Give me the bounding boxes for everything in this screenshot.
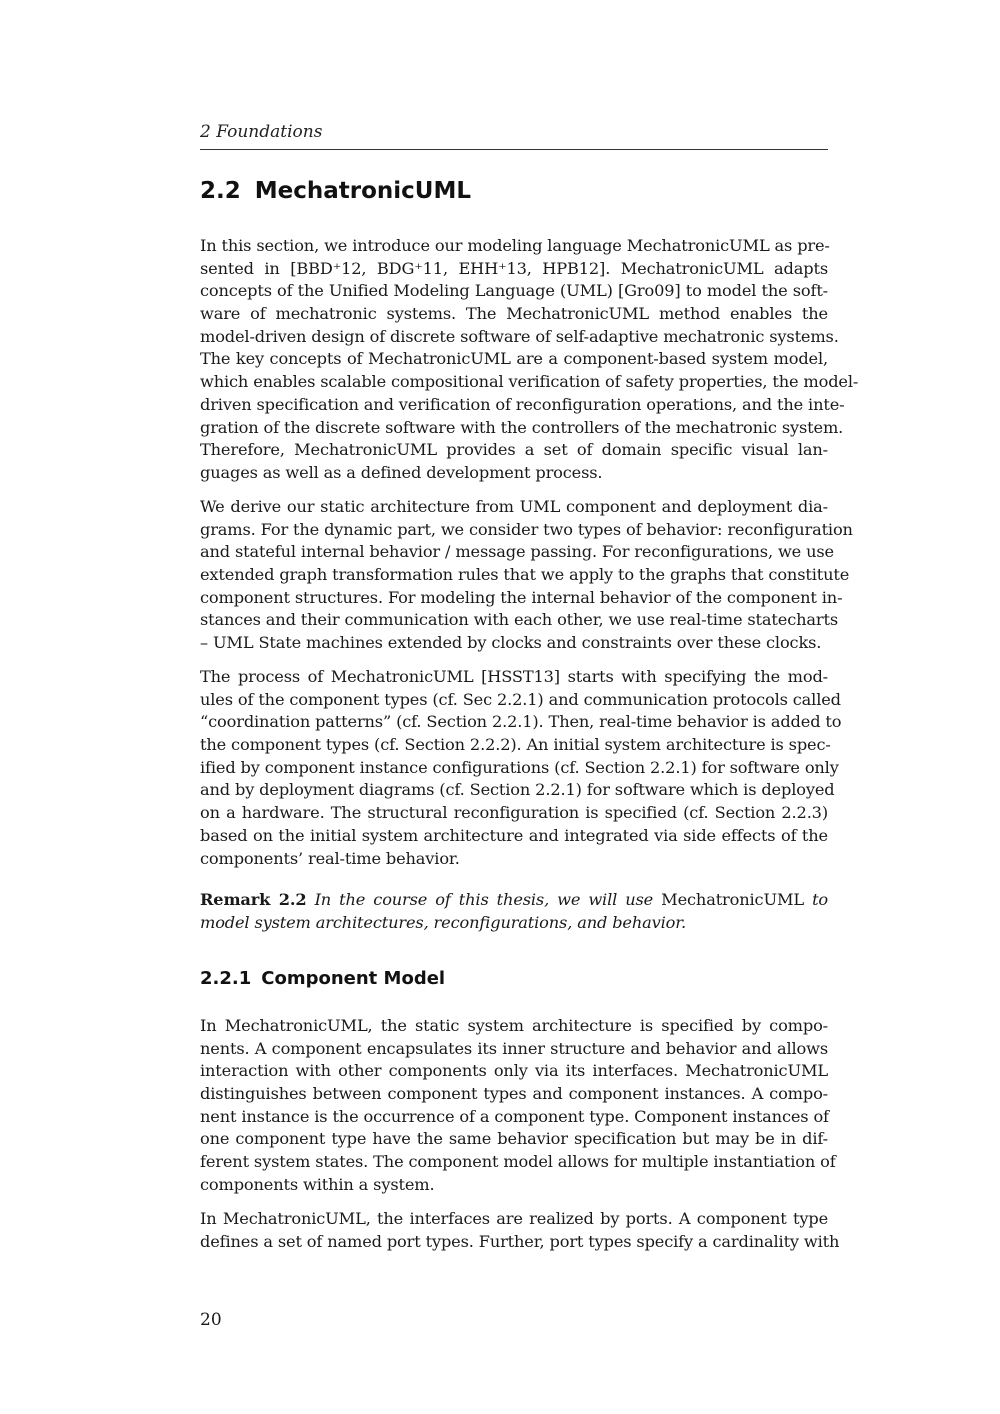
paragraph-line: gration of the discrete software with the controllers of the mechatronic system. [200,417,844,437]
paragraph-line: – UML State machines extended by clocks and constraints over these clocks. [200,633,822,653]
paragraph-line: grams. For the dynamic part, we consider two types of behavior: reconfiguration [200,519,853,539]
paragraph-line: ware of mechatronic systems. The MechatronicUML method enables the [200,304,828,324]
paragraph-line: “coordination patterns” (cf. Section 2.2.1). Then, real-time behavior is added to [200,712,842,732]
paragraph-line: ules of the component types (cf. Sec 2.2.1) and communication protocols called [200,689,841,709]
paragraph-1 [200,235,859,485]
paragraph-line: interaction with other components only via its interfaces. MechatronicUML [200,1061,828,1081]
paragraph-line: on a hardware. The structural reconfiguration is specified (cf. Section 2.2.3) [200,803,828,823]
paragraph-line: stances and their communication with each other, we use real-time statecharts [200,610,838,630]
paragraph-line: nent instance is the occurrence of a component type. Component instances of [200,1106,829,1126]
paragraph-line: extended graph transformation rules that we apply to the graphs that constitute [200,565,850,585]
paragraph-line: defines a set of named port types. Further, port types specify a cardinality with [200,1231,840,1251]
paragraph-line: model-driven design of discrete software of self-adaptive mechatronic systems. [200,326,839,346]
paragraph-line: The key concepts of MechatronicUML are a component-based system model, [200,349,828,369]
paragraph-line: the component types (cf. Section 2.2.2). An initial system architecture is spec- [200,735,831,755]
paragraph-line: nents. A component encapsulates its inner structure and behavior and allows [200,1038,828,1058]
paragraph-line: The process of MechatronicUML [HSST13] starts with specifying the mod- [200,667,828,686]
subsection-number: 2.2.1 [200,968,252,989]
paragraph-line: ferent system states. The component model allows for multiple instantiation of [200,1152,836,1172]
remark-text-end: to [812,890,829,909]
section-heading [200,178,471,204]
paragraph-line: In MechatronicUML, the static system architecture is specified by compo- [200,1016,828,1035]
paragraph-line: components’ real-time behavior. [200,848,460,868]
subsection-title: Component Model [261,968,446,989]
remark-block [200,889,828,934]
paragraph-3 [200,666,842,870]
paragraph-line: component structures. For modeling the internal behavior of the component in- [200,587,843,607]
subsection-paragraph-2 [200,1208,840,1253]
section-number: 2.2 [200,178,241,204]
paragraph-line: based on the initial system architecture and integrated via side effects of the [200,825,828,845]
paragraph-2 [200,496,853,655]
paragraph-line: concepts of the Unified Modeling Language (UML) [Gro09] to model the soft- [200,281,828,301]
remark-line [200,889,828,912]
paragraph-line: Therefore, MechatronicUML provides a set of domain specific visual lan- [200,440,828,460]
paragraph-line: which enables scalable compositional verification of safety properties, the model- [200,372,859,392]
paragraph-line: components within a system. [200,1174,435,1194]
subsection-paragraph-1 [200,1015,836,1197]
paragraph-line: distinguishes between component types and component instances. A compo- [200,1084,828,1104]
section-title: MechatronicUML [254,178,472,204]
page-number: 20 [200,1310,222,1330]
remark-line: model system architectures, reconfigurations, and behavior. [200,912,687,932]
paragraph-line: one component type have the same behavior specification but may be in dif- [200,1129,828,1149]
remark-language-name: MechatronicUML [661,890,804,909]
paragraph-line: sented in [BBD⁺12, BDG⁺11, EHH⁺13, HPB12]. MechatronicUML adapts [200,258,828,278]
page [200,0,859,1414]
paragraph-line: driven specification and verification of reconfiguration operations, and the inte- [200,394,845,414]
paragraph-line: In MechatronicUML, the interfaces are realized by ports. A component type [200,1209,828,1228]
paragraph-line: and by deployment diagrams (cf. Section 2.2.1) for software which is deployed [200,780,835,800]
paragraph-line: and stateful internal behavior / message passing. For reconfigurations, we use [200,542,834,562]
paragraph-line: We derive our static architecture from UML component and deployment dia- [200,497,828,516]
remark-text: In the course of this thesis, we will use [314,890,654,909]
subsection-heading [200,968,445,989]
paragraph-line: ified by component instance configurations (cf. Section 2.2.1) for software only [200,757,839,777]
running-head: 2 Foundations [200,122,323,142]
remark-label: Remark 2.2 [200,890,307,909]
paragraph-line: In this section, we introduce our modeling language MechatronicUML as pre- [200,236,830,255]
header-rule [200,149,828,150]
paragraph-line: guages as well as a defined development process. [200,462,603,482]
